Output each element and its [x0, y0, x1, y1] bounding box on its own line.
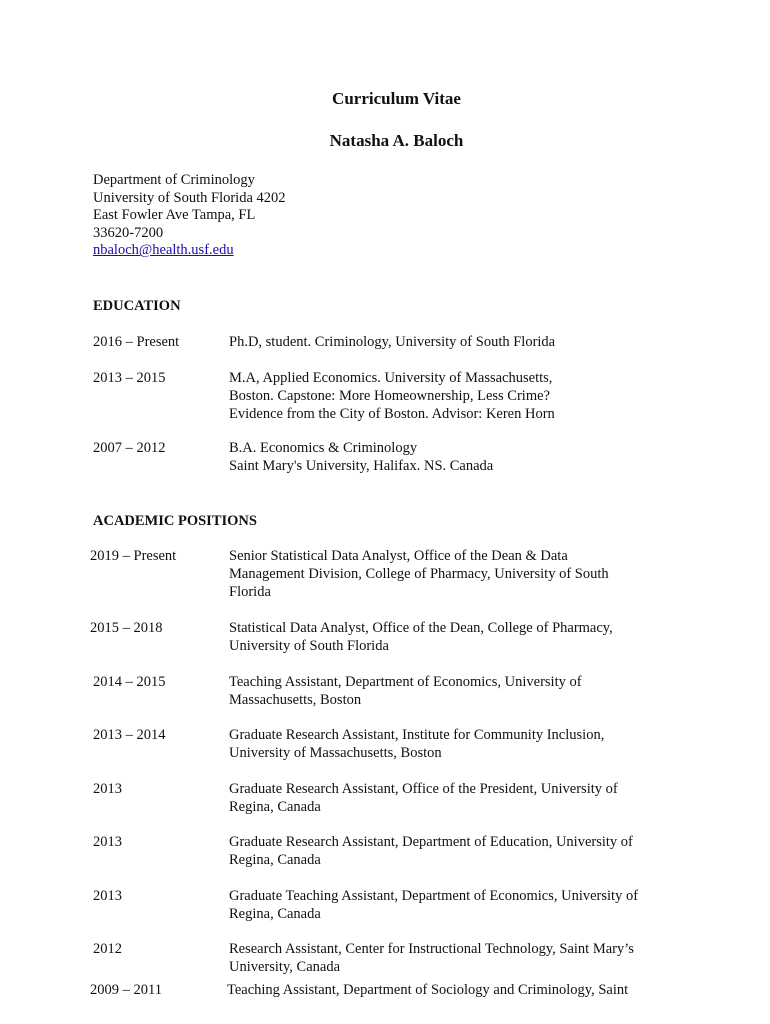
entry-date: 2007 – 2012 — [93, 440, 166, 456]
academic-positions-heading: ACADEMIC POSITIONS — [93, 513, 257, 529]
entry-date: 2012 — [93, 941, 122, 957]
entry-line: Management Division, College of Pharmacy, University of South — [229, 565, 609, 582]
education-heading: EDUCATION — [93, 298, 181, 314]
entry-line: Graduate Teaching Assistant, Department of Economics, University of — [229, 888, 639, 904]
entry-line: Teaching Assistant, Department of Economics, University of — [229, 674, 582, 690]
entry-description — [227, 982, 667, 1000]
entry-description — [229, 620, 669, 656]
entry-date: 2016 – Present — [93, 334, 180, 350]
address-line: East Fowler Ave Tampa, FL — [93, 207, 256, 224]
entry-line: M.A, Applied Economics. University of Massachusetts, — [229, 370, 553, 386]
entry-date: 2013 – 2015 — [93, 370, 166, 386]
entry-line: Research Assistant, Center for Instructional Technology, Saint Mary’s — [229, 941, 634, 957]
entry-date: 2014 – 2015 — [93, 674, 166, 690]
entry-date: 2015 – 2018 — [90, 620, 163, 636]
entry-line: Massachusetts, Boston — [229, 691, 362, 708]
entry-date: 2019 – Present — [90, 548, 177, 564]
entry-line: Teaching Assistant, Department of Sociology and Criminology, Saint — [227, 982, 629, 998]
email-link[interactable]: nbaloch@health.usf.edu — [93, 242, 234, 259]
address-line: University of South Florida 4202 — [93, 189, 286, 206]
entry-line: Regina, Canada — [229, 851, 321, 868]
entry-line: Graduate Research Assistant, Institute for Community Inclusion, — [229, 727, 605, 743]
entry-description — [229, 674, 669, 710]
entry-description — [229, 727, 669, 763]
entry-date: 2013 — [93, 834, 122, 850]
entry-date: 2009 – 2011 — [90, 982, 162, 998]
address-line: Department of Criminology — [93, 172, 255, 188]
entry-description — [229, 781, 669, 817]
entry-line: Boston. Capstone: More Homeownership, Less Crime? — [229, 387, 550, 404]
person-name: Natasha A. Baloch — [329, 131, 464, 150]
entry-date: 2013 – 2014 — [93, 727, 166, 743]
entry-line: B.A. Economics & Criminology — [229, 440, 418, 456]
entry-line: Saint Mary's University, Halifax. NS. Canada — [229, 457, 494, 474]
entry-description — [229, 548, 669, 601]
contact-block — [93, 172, 286, 260]
entry-description — [229, 370, 669, 423]
entry-line: Florida — [229, 583, 271, 600]
entry-line: University of South Florida — [229, 637, 389, 654]
entry-line: Senior Statistical Data Analyst, Office of the Dean & Data — [229, 548, 568, 564]
document-title: Curriculum Vitae — [332, 89, 461, 108]
entry-line: Regina, Canada — [229, 905, 321, 922]
entry-line: Graduate Research Assistant, Office of the President, University of — [229, 781, 618, 797]
entry-date: 2013 — [93, 888, 122, 904]
entry-line: Statistical Data Analyst, Office of the Dean, College of Pharmacy, — [229, 620, 613, 636]
entry-line: Evidence from the City of Boston. Advisor: Keren Horn — [229, 405, 555, 422]
address-line: 33620-7200 — [93, 224, 164, 241]
entry-description — [229, 888, 669, 924]
entry-line: Graduate Research Assistant, Department of Education, University of — [229, 834, 633, 850]
entry-description — [229, 834, 669, 870]
entry-date: 2013 — [93, 781, 122, 797]
entry-line: University, Canada — [229, 958, 341, 975]
entry-description — [229, 334, 669, 352]
entry-line: Regina, Canada — [229, 798, 321, 815]
entry-line: Ph.D, student. Criminology, University of South Florida — [229, 334, 556, 350]
entry-description — [229, 440, 669, 476]
entry-description — [229, 941, 669, 977]
entry-line: University of Massachusetts, Boston — [229, 744, 442, 761]
